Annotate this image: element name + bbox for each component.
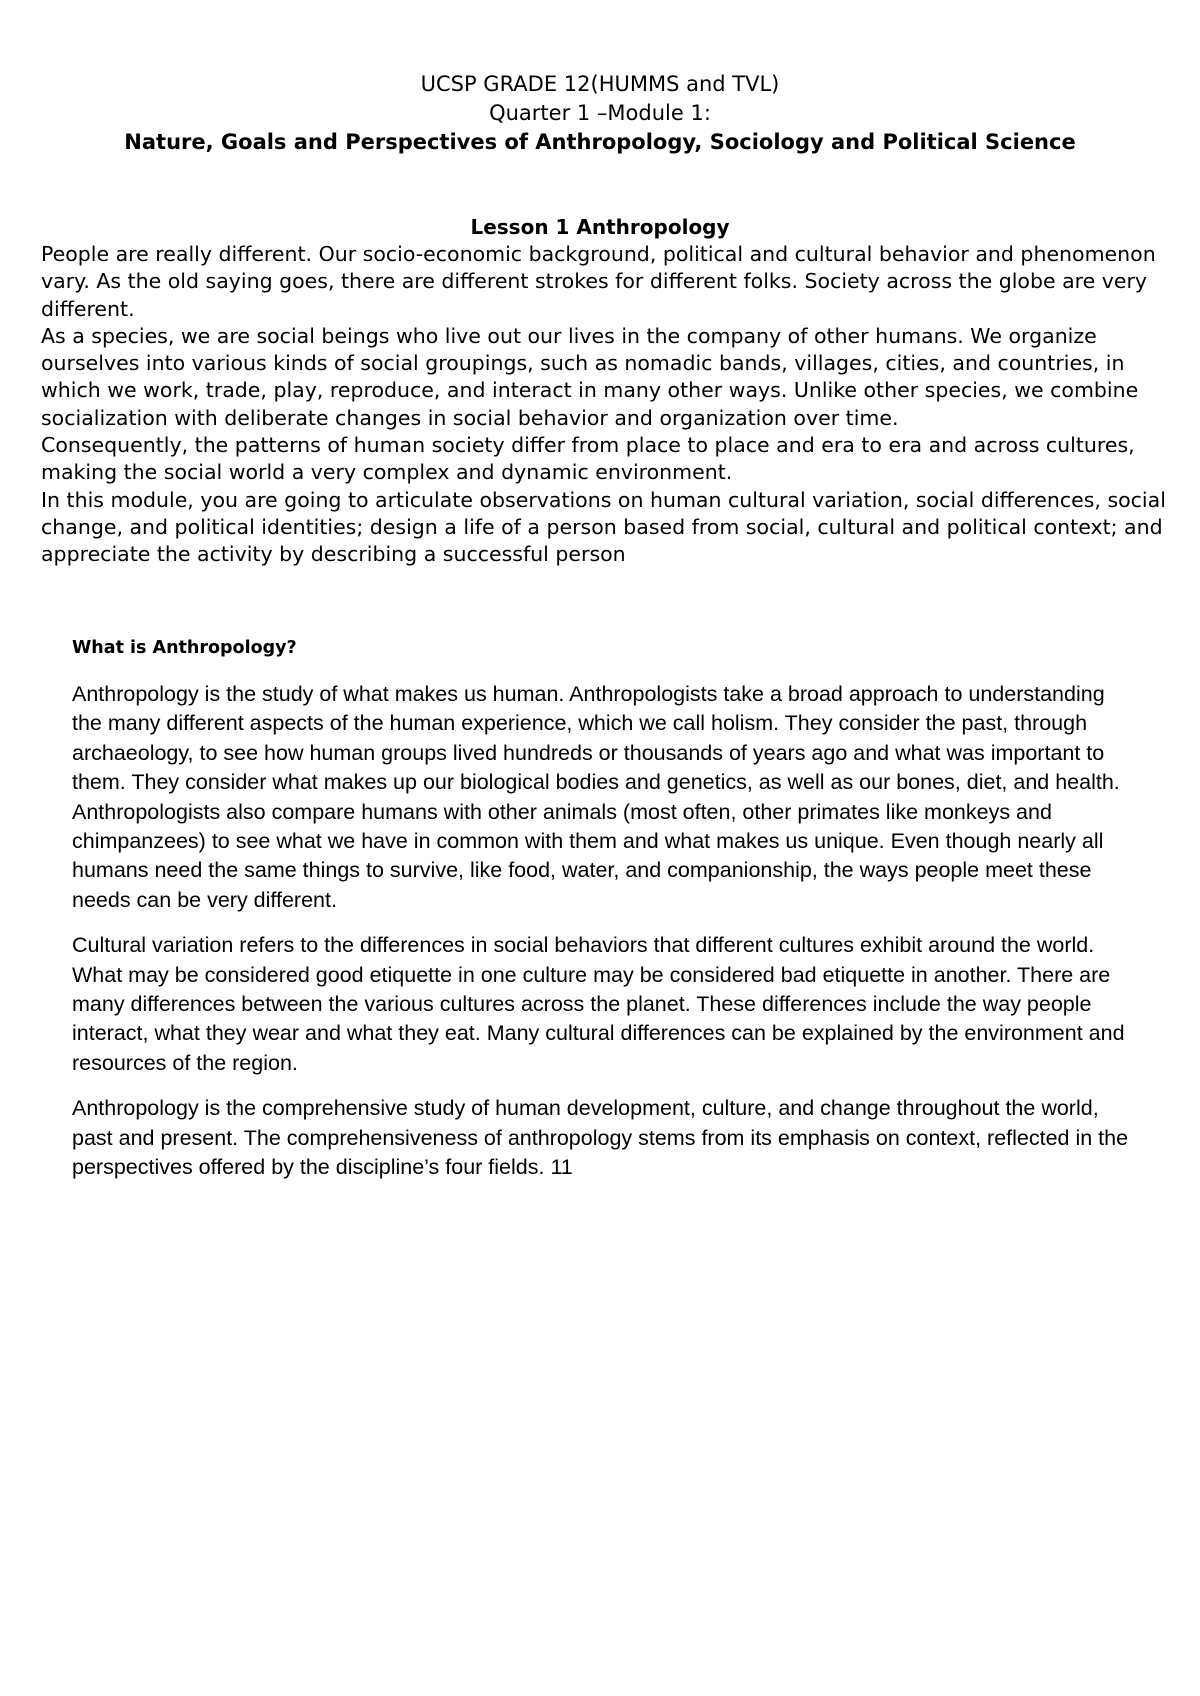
section-paragraph: Anthropology is the study of what makes us human. Anthropologists take a broad approach to understanding the many different aspects of the human experience, which we call holism. They consider the past, through archaeology, to see how human groups lived hundreds or thousands of years ago and what was important to them. They consider what makes up our biological bodies and genetics, as well as our bones, diet, and health. Anthropologists also compare humans with other animals (most often, other primates like monkeys and chimpanzees) to see what we have in common with them and what makes us unique. Even though nearly all humans need the same things to survive, like food, water, and companionship, the ways people meet these needs can be very different. bbox=[72, 682, 1120, 912]
section-heading: What is Anthropology? bbox=[72, 638, 297, 658]
section-paragraph: Cultural variation refers to the differences in social behaviors that different cultures exhibit around the world. What may be considered good etiquette in one culture may be considered bad etiquette in another. There are many differences between the various cultures across the planet. These differences include the way people interact, what they wear and what they eat. Many cultural differences can be explained by the environment and resources of the region. bbox=[72, 933, 1125, 1075]
module-label: Quarter 1 –Module 1: bbox=[489, 101, 711, 125]
module-title: Nature, Goals and Perspectives of Anthropology, Sociology and Political Science bbox=[124, 130, 1076, 154]
course-title: UCSP GRADE 12(HUMMS and TVL) bbox=[420, 72, 780, 96]
section-paragraph: Anthropology is the comprehensive study of human development, culture, and change throughout the world, past and present. The comprehensiveness of anthropology stems from its emphasis on context, reflected in the perspectives offered by the discipline’s four fields. 11 bbox=[72, 1096, 1129, 1180]
intro-paragraph: Consequently, the patterns of human society differ from place to place and era to era and across cultures, making the social world a very complex and dynamic environment. bbox=[41, 433, 1135, 485]
document-header bbox=[0, 70, 1200, 157]
intro-paragraph: As a species, we are social beings who live out our lives in the company of other humans. We organize ourselves into various kinds of social groupings, such as nomadic bands, villages, cities, and countries, in which we work, trade, play, reproduce, and interact in many other ways. Unlike other species, we combine socialization with deliberate changes in social behavior and organization over time. bbox=[41, 323, 1139, 430]
lesson-intro bbox=[41, 241, 1166, 569]
intro-paragraph: People are really different. Our socio-economic background, political and cultural behavior and phenomenon vary. As the old saying goes, there are different strokes for different folks. Society across the globe are very different. bbox=[41, 242, 1156, 321]
intro-paragraph: In this module, you are going to articulate observations on human cultural variation, social differences, social change, and political identities; design a life of a person based from social, cultural and political context; and appreciate the activity by describing a successful person bbox=[41, 487, 1166, 567]
what-is-anthropology-section bbox=[72, 636, 1132, 1199]
lesson-title: Lesson 1 Anthropology bbox=[470, 215, 730, 239]
